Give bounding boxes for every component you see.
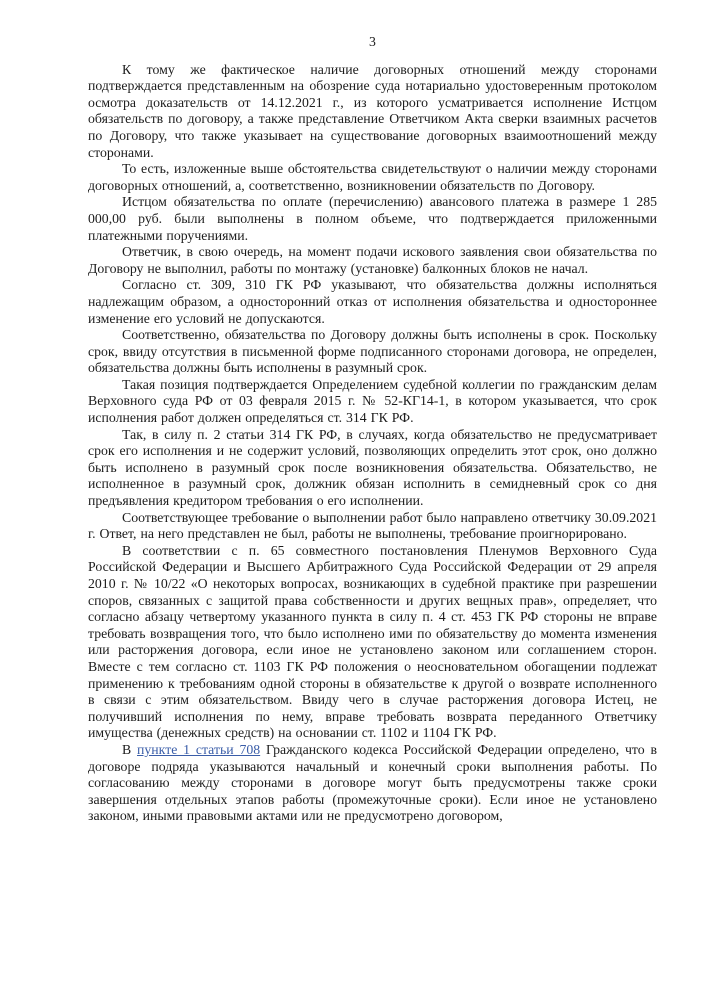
paragraph: Согласно ст. 309, 310 ГК РФ указывают, что обязательства должны исполняться надлежащим образом, а односторонний отказ от исполнения обязательства и одностороннее изменение его условий не допускаются. xyxy=(88,277,657,326)
paragraph: Соответственно, обязательства по Договору должны быть исполнены в срок. Поскольку срок, ввиду отсутствия в письменной форме подписанного сторонами договора, не определен, обязательства должны быть исполнены в разумный срок. xyxy=(88,327,657,376)
paragraph-text-suffix: Гражданского кодекса Российской Федерации определено, что в договоре подряда указываются начальный и конечный сроки выполнения работы. По согласованию между сторонами в договоре могут быть предусмотрены также сроки завершения отдельных этапов работы (промежуточные сроки). Если иное не установлено законом, иными правовыми актами или не предусмотрено договором, xyxy=(88,741,657,824)
paragraph: В соответствии с п. 65 совместного постановления Пленумов Верховного Суда Российской Федерации и Высшего Арбитражного Суда Российской Федерации от 29 апреля 2010 г. № 10/22 «О некоторых вопросах, возникающих в судебной практике при разрешении споров, связанных с защитой права собственности и других вещных прав», определяет, что согласно абзацу четвертому указанного пункта в силу п. 4 ст. 453 ГК РФ стороны не вправе требовать возвращения того, что было исполнено ими по обязательству до момента изменения или расторжения договора, если иное не установлено законом или соглашением сторон. Вместе с тем согласно ст. 1103 ГК РФ положения о неосновательном обогащении подлежат применению к требованиям одной стороны в обязательстве к другой о возврате исполненного в связи с этим обязательством. Ввиду чего в случае расторжения договора Истец, не получивший исполнения по нему, вправе требовать возврата переданного Ответчику имущества (денежных средств) на основании ст. 1102 и 1104 ГК РФ. xyxy=(88,542,657,741)
page-number: 3 xyxy=(369,34,376,49)
paragraph: Так, в силу п. 2 статьи 314 ГК РФ, в случаях, когда обязательство не предусматривает срок его исполнения и не содержит условий, позволяющих определить этот срок, оно должно быть исполнено в разумный срок после возникновения обязательства. Обязательство, не исполненное в разумный срок, должник обязан исполнить в семидневный срок со дня предъявления кредитором требования о его исполнении. xyxy=(88,426,657,509)
paragraph: Истцом обязательства по оплате (перечислению) авансового платежа в размере 1 285 000,00 руб. были выполнены в полном объеме, что подтверждается приложенными платежными поручениями. xyxy=(88,194,657,243)
paragraph-text-prefix: В xyxy=(122,741,138,757)
paragraph-with-link xyxy=(88,742,657,825)
paragraph: То есть, изложенные выше обстоятельства свидетельствуют о наличии между сторонами договорных отношений, а, соответственно, возникновении обязательств по Договору. xyxy=(88,161,657,193)
paragraph: Соответствующее требование о выполнении работ было направлено ответчику 30.09.2021 г. Ответ, на него представлен не был, работы не выполнены, требование проигнорировано. xyxy=(88,509,657,542)
statute-708-link[interactable]: пункте 1 статьи 708 xyxy=(137,741,261,757)
paragraph: Ответчик, в свою очередь, на момент подачи искового заявления свои обязательства по Договору не выполнил, работы по монтажу (установке) балконных блоков не начал. xyxy=(88,244,657,276)
paragraph: Такая позиция подтверждается Определением судебной коллегии по гражданским делам Верховного суда РФ от 03 февраля 2015 г. № 52-КГ14-1, в котором указывается, что срок исполнения работ должен определяться ст. 314 ГК РФ. xyxy=(88,376,657,426)
paragraph: К тому же фактическое наличие договорных отношений между сторонами подтверждается представленным на обозрение суда нотариально удостоверенным протоколом осмотра доказательств от 14.12.2021 г., из которого усматривается исполнение Истцом обязательств по договору, а также представление Ответчиком Акта сверки взаимных расчетов по Договору, что также указывает на существование договорных взаимоотношений между сторонами. xyxy=(88,61,657,160)
